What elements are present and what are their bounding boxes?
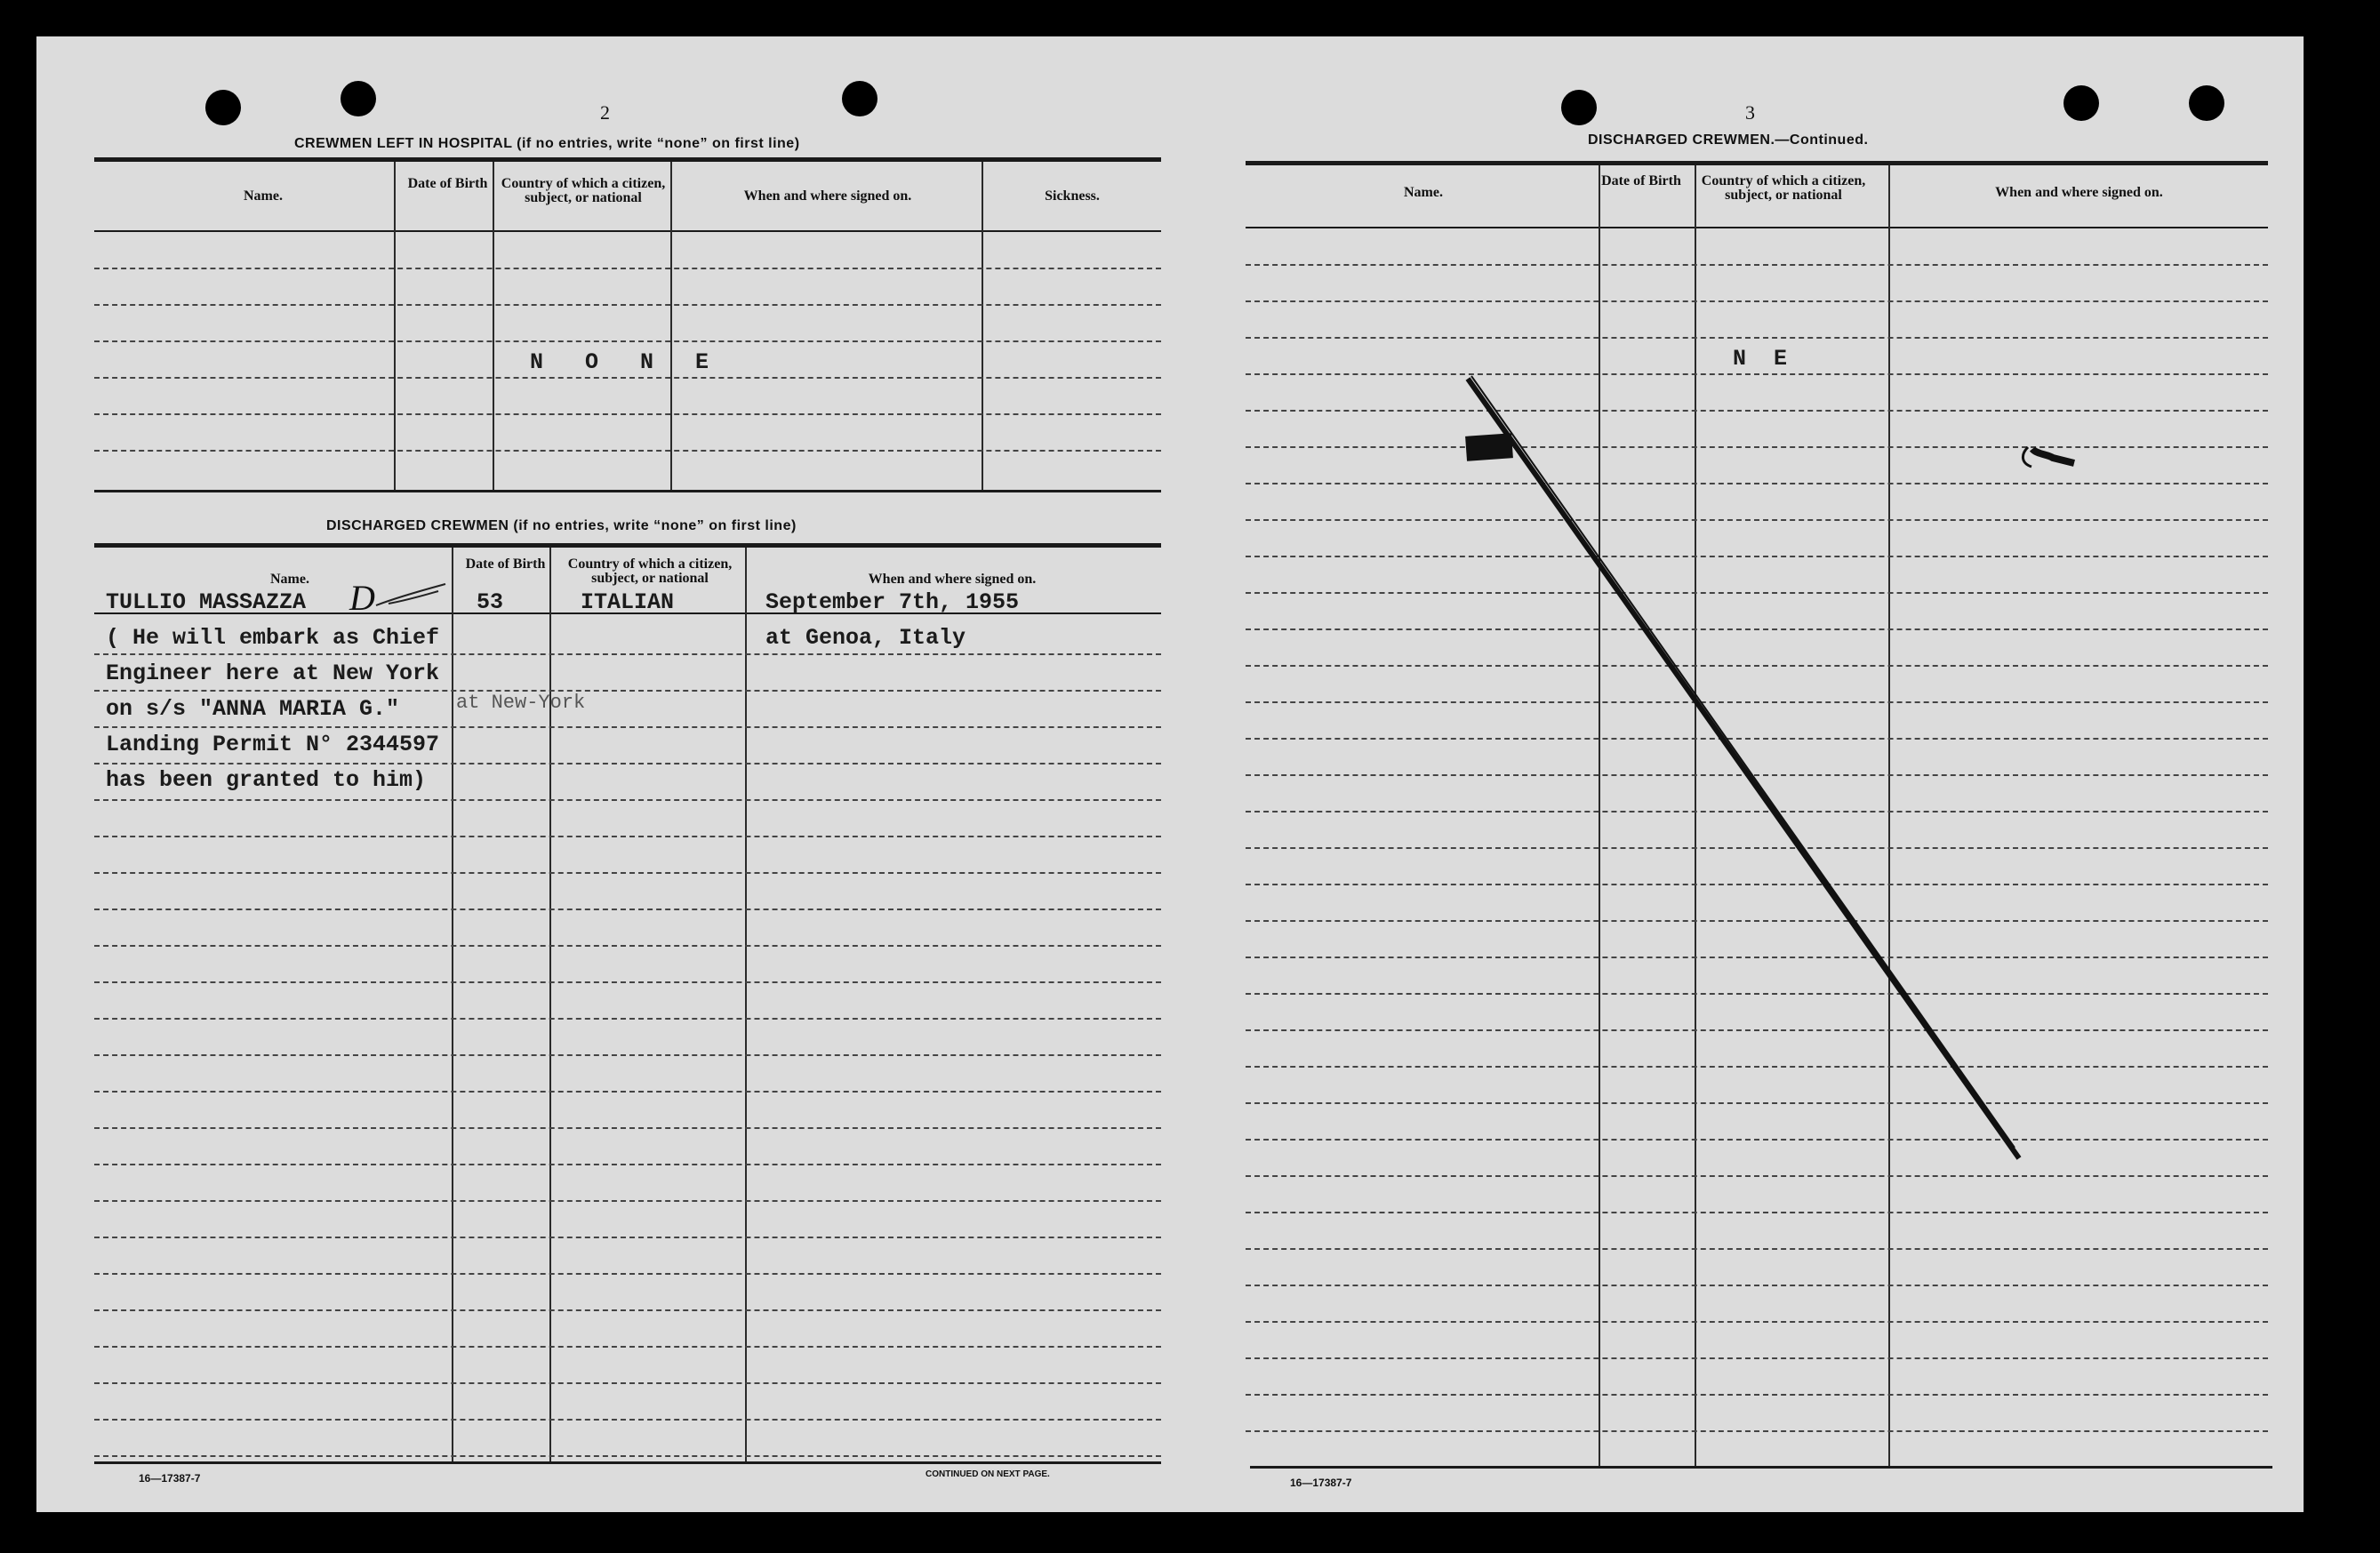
form-number-right: 16—17387-7 xyxy=(1290,1477,1352,1489)
crew-name: TULLIO MASSAZZA xyxy=(106,589,307,615)
crew-note-line: Engineer here at New York xyxy=(106,660,440,686)
crew-signed-place: at Genoa, Italy xyxy=(765,625,966,651)
crew-note-line: on s/s "ANNA MARIA G." xyxy=(106,696,400,722)
hospital-col-dob: Date of Birth xyxy=(407,176,488,191)
continued-section-title: DISCHARGED CREWMEN.—Continued. xyxy=(1588,132,1869,148)
hospital-col-signed: When and where signed on. xyxy=(743,188,912,204)
hospital-col-country: Country of which a citizen, subject, or national xyxy=(501,176,666,205)
hospital-col-name: Name. xyxy=(244,188,283,204)
form-number-left: 16—17387-7 xyxy=(139,1472,201,1485)
hospital-none-stamp: N O N E xyxy=(530,349,724,375)
cancel-diagonal-line xyxy=(36,36,2304,1512)
crew-note-line: Landing Permit N° 2344597 xyxy=(106,732,440,757)
handwritten-d-mark: D xyxy=(349,578,375,618)
crew-dob: 53 xyxy=(477,589,504,615)
hospital-col-sickness: Sickness. xyxy=(1045,188,1100,204)
crew-country: ITALIAN xyxy=(581,589,675,615)
right-col-name: Name. xyxy=(1404,185,1443,200)
continued-note: CONTINUED ON NEXT PAGE. xyxy=(926,1469,1050,1479)
manifest-sheet xyxy=(36,36,2304,1512)
right-stamp: N E xyxy=(1733,346,1795,372)
discharged-section-title: DISCHARGED CREWMEN (if no entries, write “none” on first line) xyxy=(326,518,797,533)
crew-note-place: at New-York xyxy=(456,692,586,714)
hospital-section-title: CREWMEN LEFT IN HOSPITAL (if no entries, write “none” on first line) xyxy=(294,136,800,151)
page-number-left: 2 xyxy=(600,101,610,124)
discharged-col-signed: When and where signed on. xyxy=(868,572,1037,587)
right-col-signed: When and where signed on. xyxy=(1995,185,2163,200)
crew-signed-date: September 7th, 1955 xyxy=(765,589,1020,615)
page-number-right: 3 xyxy=(1745,101,1755,124)
right-col-country: Country of which a citizen, subject, or national xyxy=(1701,173,1866,203)
crew-note-line: has been granted to him) xyxy=(106,767,427,793)
discharged-col-country: Country of which a citizen, subject, or national xyxy=(567,556,733,586)
right-col-dob: Date of Birth xyxy=(1601,173,1681,188)
crew-note-line: ( He will embark as Chief xyxy=(106,625,440,651)
discharged-col-name: Name. xyxy=(270,572,309,587)
discharged-col-dob: Date of Birth xyxy=(465,556,546,572)
